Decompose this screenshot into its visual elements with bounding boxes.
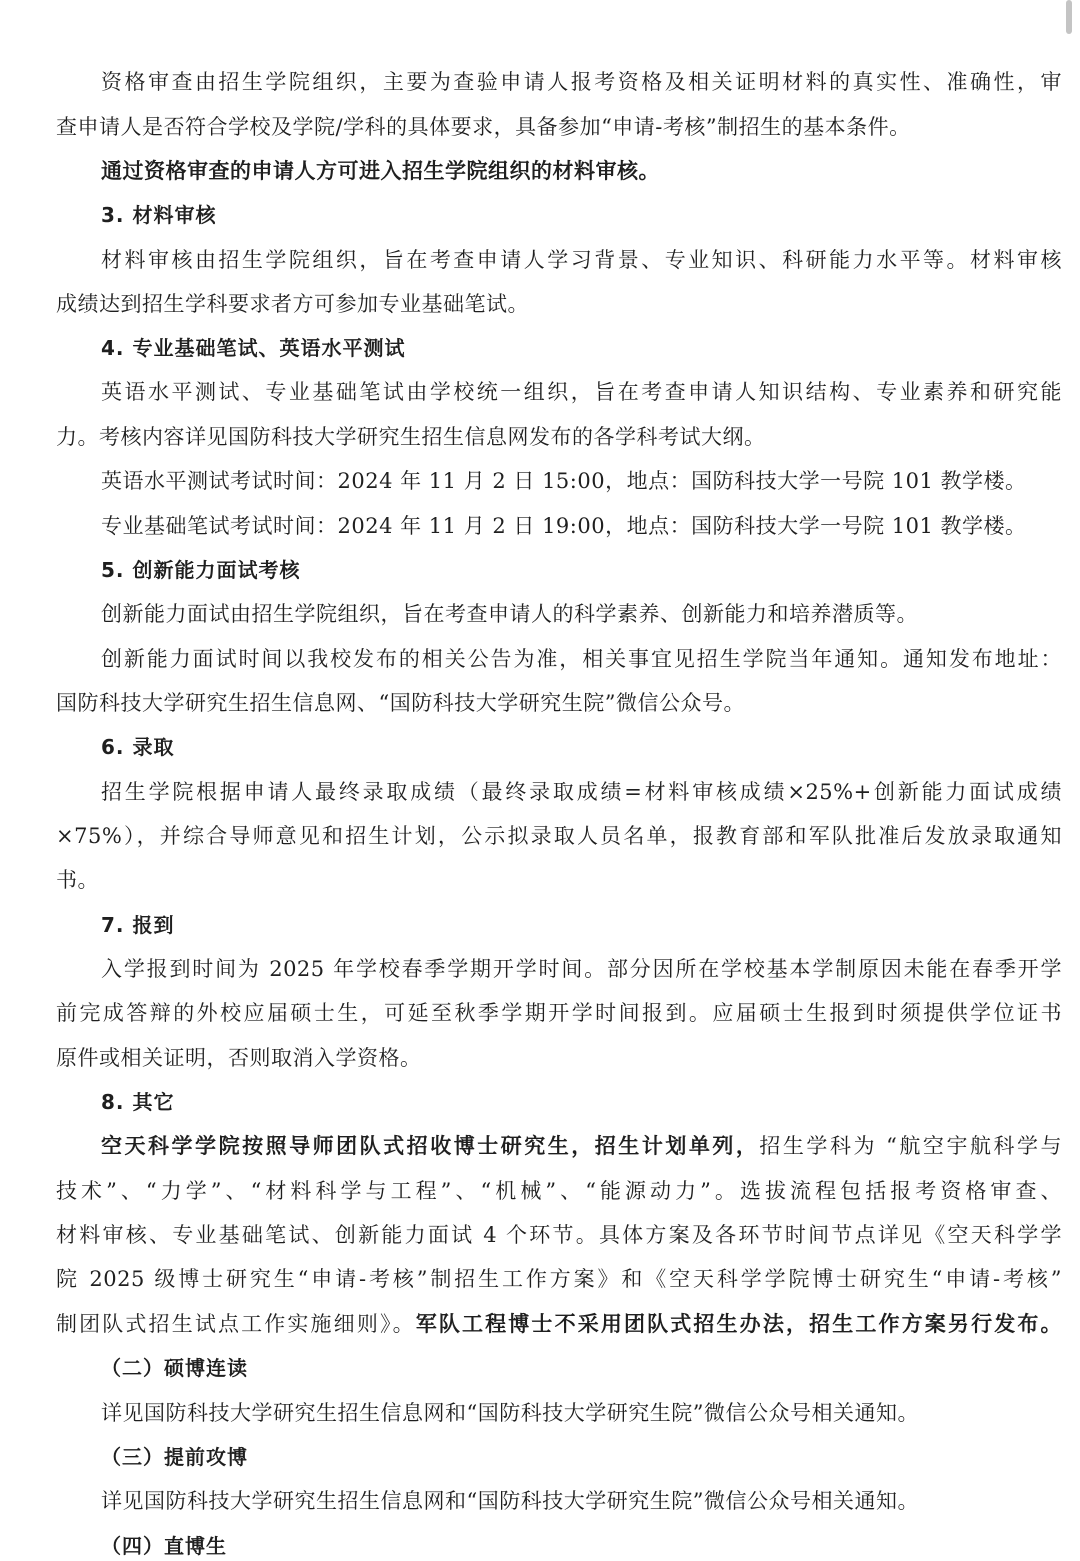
paragraph-line <box>56 1309 1062 1339</box>
subsection-heading-4: （四）直博生 <box>101 1534 227 1558</box>
paragraph-line: 技术”、“力学”、“材料科学与工程”、“机械”、“能源动力”。选拔流程包括报考资格审查、 <box>56 1179 1062 1203</box>
text-run: 制团队式招生试点工作实施细则》。 <box>56 1312 416 1336</box>
section-heading-8: 8. 其它 <box>101 1090 175 1114</box>
paragraph-line: 院 2025 级博士研究生“申请-考核”制招生工作方案》和《空天科学学院博士研究生“申请-考核” <box>56 1267 1062 1291</box>
bold-statement: 通过资格审查的申请人方可进入招生学院组织的材料审核。 <box>101 158 660 183</box>
paragraph-line: ×75%），并综合导师意见和招生计划，公示拟录取人员名单，报教育部和军队批准后发放录取通知 <box>56 824 1062 848</box>
section-heading-5: 5. 创新能力面试考核 <box>101 558 301 582</box>
section-heading-3: 3. 材料审核 <box>101 203 217 227</box>
subsection-heading-2: （二）硕博连读 <box>101 1356 248 1380</box>
paragraph-line: 专业基础笔试考试时间：2024 年 11 月 2 日 19:00，地点：国防科技大学一号院 101 教学楼。 <box>101 514 1027 538</box>
paragraph-line <box>101 1131 1062 1161</box>
section-heading-7: 7. 报到 <box>101 913 175 937</box>
paragraph-line: 原件或相关证明，否则取消入学资格。 <box>56 1046 422 1070</box>
paragraph-line: 国防科技大学研究生招生信息网、“国防科技大学研究生院”微信公众号。 <box>56 691 745 715</box>
section-heading-4: 4. 专业基础笔试、英语水平测试 <box>101 336 406 360</box>
bold-statement: 军队工程博士不采用团队式招生办法，招生工作方案另行发布。 <box>415 1311 1062 1336</box>
paragraph-line: 资格审查由招生学院组织，主要为查验申请人报考资格及相关证明材料的真实性、准确性，审 <box>101 70 1062 94</box>
paragraph-line: 详见国防科技大学研究生招生信息网和“国防科技大学研究生院”微信公众号相关通知。 <box>101 1489 919 1513</box>
paragraph-line: 英语水平测试、专业基础笔试由学校统一组织，旨在考查申请人知识结构、专业素养和研究能 <box>101 380 1062 404</box>
paragraph-line: 书。 <box>56 868 99 892</box>
paragraph-line: 详见国防科技大学研究生招生信息网和“国防科技大学研究生院”微信公众号相关通知。 <box>101 1401 919 1425</box>
section-heading-6: 6. 录取 <box>101 735 175 759</box>
paragraph-line: 前完成答辩的外校应届硕士生，可延至秋季学期开学时间报到。应届硕士生报到时须提供学位证书 <box>56 1001 1062 1025</box>
paragraph-line: 力。考核内容详见国防科技大学研究生招生信息网发布的各学科考试大纲。 <box>56 425 766 449</box>
subsection-heading-3: （三）提前攻博 <box>101 1445 248 1469</box>
paragraph-line: 英语水平测试考试时间：2024 年 11 月 2 日 15:00，地点：国防科技大学一号院 101 教学楼。 <box>101 469 1027 493</box>
paragraph-line: 创新能力面试由招生学院组织，旨在考查申请人的科学素养、创新能力和培养潜质等。 <box>101 602 918 626</box>
text-run: 招生学科为 “航空宇航科学与 <box>759 1134 1062 1158</box>
paragraph-line: 查申请人是否符合学校及学院/学科的具体要求，具备参加“申请-考核”制招生的基本条件。 <box>56 115 911 139</box>
paragraph-line: 入学报到时间为 2025 年学校春季学期开学时间。部分因所在学校基本学制原因未能在春季开学 <box>101 957 1062 981</box>
bold-statement: 空天科学学院按照导师团队式招收博士研究生，招生计划单列， <box>101 1133 760 1158</box>
paragraph-line: 成绩达到招生学科要求者方可参加专业基础笔试。 <box>56 292 529 316</box>
paragraph-line: 材料审核由招生学院组织，旨在考查申请人学习背景、专业知识、科研能力水平等。材料审核 <box>101 248 1062 272</box>
paragraph-line: 材料审核、专业基础笔试、创新能力面试 4 个环节。具体方案及各环节时间节点详见《空天科学学 <box>56 1223 1062 1247</box>
scrollbar[interactable] <box>1066 0 1072 34</box>
paragraph-line: 招生学院根据申请人最终录取成绩（最终录取成绩=材料审核成绩×25%+创新能力面试成绩 <box>101 780 1062 804</box>
paragraph-line: 创新能力面试时间以我校发布的相关公告为准，相关事宜见招生学院当年通知。通知发布地址： <box>101 647 1062 671</box>
